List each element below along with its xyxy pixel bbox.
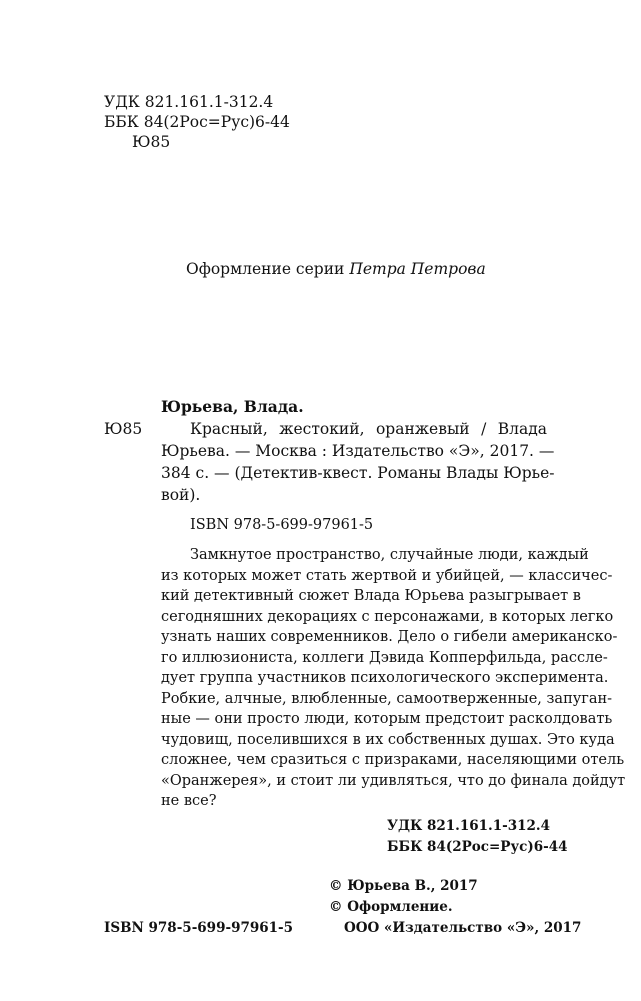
header-udk: УДК 821.161.1-312.4 xyxy=(104,93,274,111)
annotation-line: ные — они просто люди, которым предстоит расколдовать xyxy=(161,711,613,727)
bib-isbn: ISBN 978-5-699-97961-5 xyxy=(190,517,374,533)
annotation-line: го иллюзиониста, коллеги Дэвида Копперфильда, рассле- xyxy=(161,649,608,666)
annotation-line: дует группа участников психологического эксперимента. xyxy=(161,670,609,686)
annotation-line: кий детективный сюжет Влада Юрьева разыгрывает в xyxy=(161,588,581,604)
header-bbk: ББК 84(2Рос=Рус)6-44 xyxy=(104,113,290,131)
bib-code: Ю85 xyxy=(104,420,143,438)
annotation-line: Замкнутое пространство, случайные люди, каждый xyxy=(190,547,589,563)
classification-udk: УДК 821.161.1-312.4 xyxy=(387,818,550,834)
annotation-line: узнать наших современников. Дело о гибели американско- xyxy=(161,629,618,645)
bib-line-2: Юрьева. — Москва : Издательство «Э», 2017. — xyxy=(161,442,555,460)
series-design xyxy=(186,259,486,279)
bib-line-3: 384 с. — (Детектив-квест. Романы Влады Юрье- xyxy=(161,464,555,482)
series-designer-name: Петра Петрова xyxy=(349,260,486,278)
bib-line-4: вой). xyxy=(161,486,201,504)
series-design-label: Оформление серии xyxy=(186,260,345,278)
copyright-line-2: © Оформление. xyxy=(329,899,453,915)
annotation-line: сложнее, чем сразиться с призраками, населяющими отель xyxy=(161,752,625,768)
annotation-line: из которых может стать жертвой и убийцей, — классичес- xyxy=(161,567,613,584)
annotation-line: сегодняшних декорациях с персонажами, в которых легко xyxy=(161,608,614,625)
annotation-line: не все? xyxy=(161,793,217,809)
annotation xyxy=(161,545,626,812)
footer-isbn: ISBN 978-5-699-97961-5 xyxy=(104,920,294,936)
copyright-line-3: ООО «Издательство «Э», 2017 xyxy=(344,920,582,936)
header-code: Ю85 xyxy=(132,133,171,151)
annotation-line: «Оранжерея», и стоит ли удивляться, что до финала дойдут xyxy=(161,772,626,789)
bib-author: Юрьева, Влада. xyxy=(161,397,304,416)
annotation-line: Робкие, алчные, влюбленные, самоотверженные, запуган- xyxy=(161,690,613,707)
classification-bbk: ББК 84(2Рос=Рус)6-44 xyxy=(387,839,568,855)
copyright-line-1: © Юрьева В., 2017 xyxy=(329,878,478,894)
annotation-line: чудовищ, поселившихся в их собственных душах. Это куда xyxy=(161,731,615,748)
bib-line-1: Красный, жестокий, оранжевый / Влада xyxy=(190,420,547,438)
